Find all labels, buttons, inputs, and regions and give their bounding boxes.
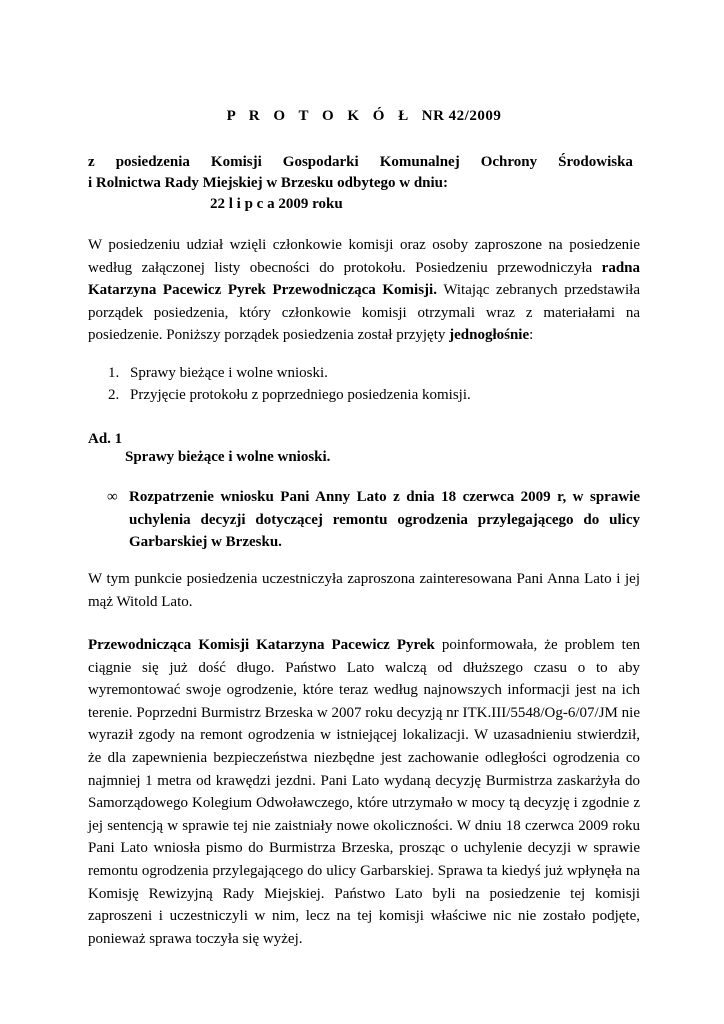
infinity-bullet-icon: ∞ bbox=[107, 489, 118, 505]
attendance-paragraph: W tym punkcie posiedzenia uczestniczyła zaproszona zainteresowana Pani Anna Lato i jej mąż Witold Lato. bbox=[88, 571, 640, 610]
subtitle-word: Ochrony bbox=[480, 154, 538, 170]
intro-text: : bbox=[529, 327, 534, 344]
document-title bbox=[88, 108, 640, 125]
agenda-number: 1. bbox=[108, 365, 120, 381]
subtitle-line-1 bbox=[88, 152, 633, 173]
subtitle-word: Komunalnej bbox=[379, 154, 460, 170]
bullet-item bbox=[107, 486, 640, 554]
subtitle-word: Komisji bbox=[210, 154, 262, 170]
agenda-list bbox=[88, 362, 640, 406]
intro-paragraph bbox=[88, 234, 640, 347]
meeting-date: 22 l i p c a 2009 roku bbox=[210, 196, 343, 212]
section-heading: Ad. 1 bbox=[88, 431, 123, 447]
agenda-item bbox=[88, 362, 640, 384]
intro-text: Witając zebranych przedstawiła porządek posiedzenia, który członkowie komisji otrzymali wraz z materiałami na posiedzenie. Poniższy porządek posiedzenia został przyjęty bbox=[88, 282, 640, 344]
document-subtitle bbox=[88, 152, 640, 215]
vote-result: jednogłośnie bbox=[449, 327, 530, 344]
subtitle-line-2: i Rolnictwa Rady Miejskiej w Brzesku odbytego w dniu: bbox=[88, 175, 449, 191]
agenda-item bbox=[88, 384, 640, 406]
section-subheading: Sprawy bieżące i wolne wnioski. bbox=[125, 449, 331, 465]
agenda-number: 2. bbox=[108, 387, 120, 403]
chair-text: poinformowała, że problem ten ciągnie się już dość długo. Państwo Lato walczą od dłuższego czasu o to aby wyremontować swoje ogrodzenie, które teraz według najnowszych informacji jest na ich terenie. Poprzedni Burmistrz Brzeska w 2007 roku decyzją nr ITK.III/5548/Og-6/07/JM nie wyraził zgody na remont ogrodzenia w istniejącej lokalizacji. W uzasadnieniu stwierdził, że dla zapewnienia bezpieczeństwa niezbędne jest zachowanie odległości ogrodzenia co najmniej 1 metra od krawędzi jezdni. Pani Lato wydaną decyzję Burmistrza zaskarżyła do Samorządowego Kolegium Odwoławczego, które utrzymało w mocy tą decyzję i zgodnie z jej sentencją w sprawie tej nie zaistniały nowe okoliczności. W dniu 18 czerwca 2009 roku Pani Lato wniosła pismo do Burmistrza Brzeska, prosząc o uchylenie decyzji w sprawie remontu ogrodzenia przylegającego do ulicy Garbarskiej. Sprawa ta kiedyś już wpłynęła na Komisję Rewizyjną Rady Miejskiej. Państwo Lato byli na posiedzenie tej komisji zaproszeni i uczestniczyli w nim, lecz na tej komisji właściwe nic nie zostało podjęte, ponieważ sprawa toczyła się wyżej. bbox=[88, 637, 640, 947]
subtitle-word: z bbox=[88, 154, 95, 170]
bullet-text: Rozpatrzenie wniosku Pani Anny Lato z dnia 18 czerwca 2009 r, w sprawie uchylenia decyzji dotyczącej remontu ogrodzenia przylegającego do ulicy Garbarskiej w Brzesku. bbox=[129, 489, 640, 550]
title-word: P R O T O K Ó Ł bbox=[226, 108, 414, 124]
agenda-text: Sprawy bieżące i wolne wnioski. bbox=[130, 365, 328, 381]
chair-name: Przewodnicząca Komisji Katarzyna Pacewicz Pyrek bbox=[88, 637, 435, 653]
agenda-text: Przyjęcie protokołu z poprzedniego posiedzenia komisji. bbox=[130, 387, 471, 403]
title-number: NR 42/2009 bbox=[421, 108, 502, 124]
intro-text: W posiedzeniu udział wzięli członkowie komisji oraz osoby zaproszone na posiedzenie według załączonej listy obecności do protokołu. Posiedzeniu przewodniczyła bbox=[88, 237, 640, 276]
chair-paragraph bbox=[88, 634, 640, 950]
subtitle-word: posiedzenia bbox=[115, 154, 190, 170]
subtitle-word: Środowiska bbox=[558, 154, 633, 170]
subtitle-word: Gospodarki bbox=[282, 154, 359, 170]
chair-name: radna Katarzyna Pacewicz Pyrek Przewodnicząca Komisji. bbox=[88, 259, 640, 299]
